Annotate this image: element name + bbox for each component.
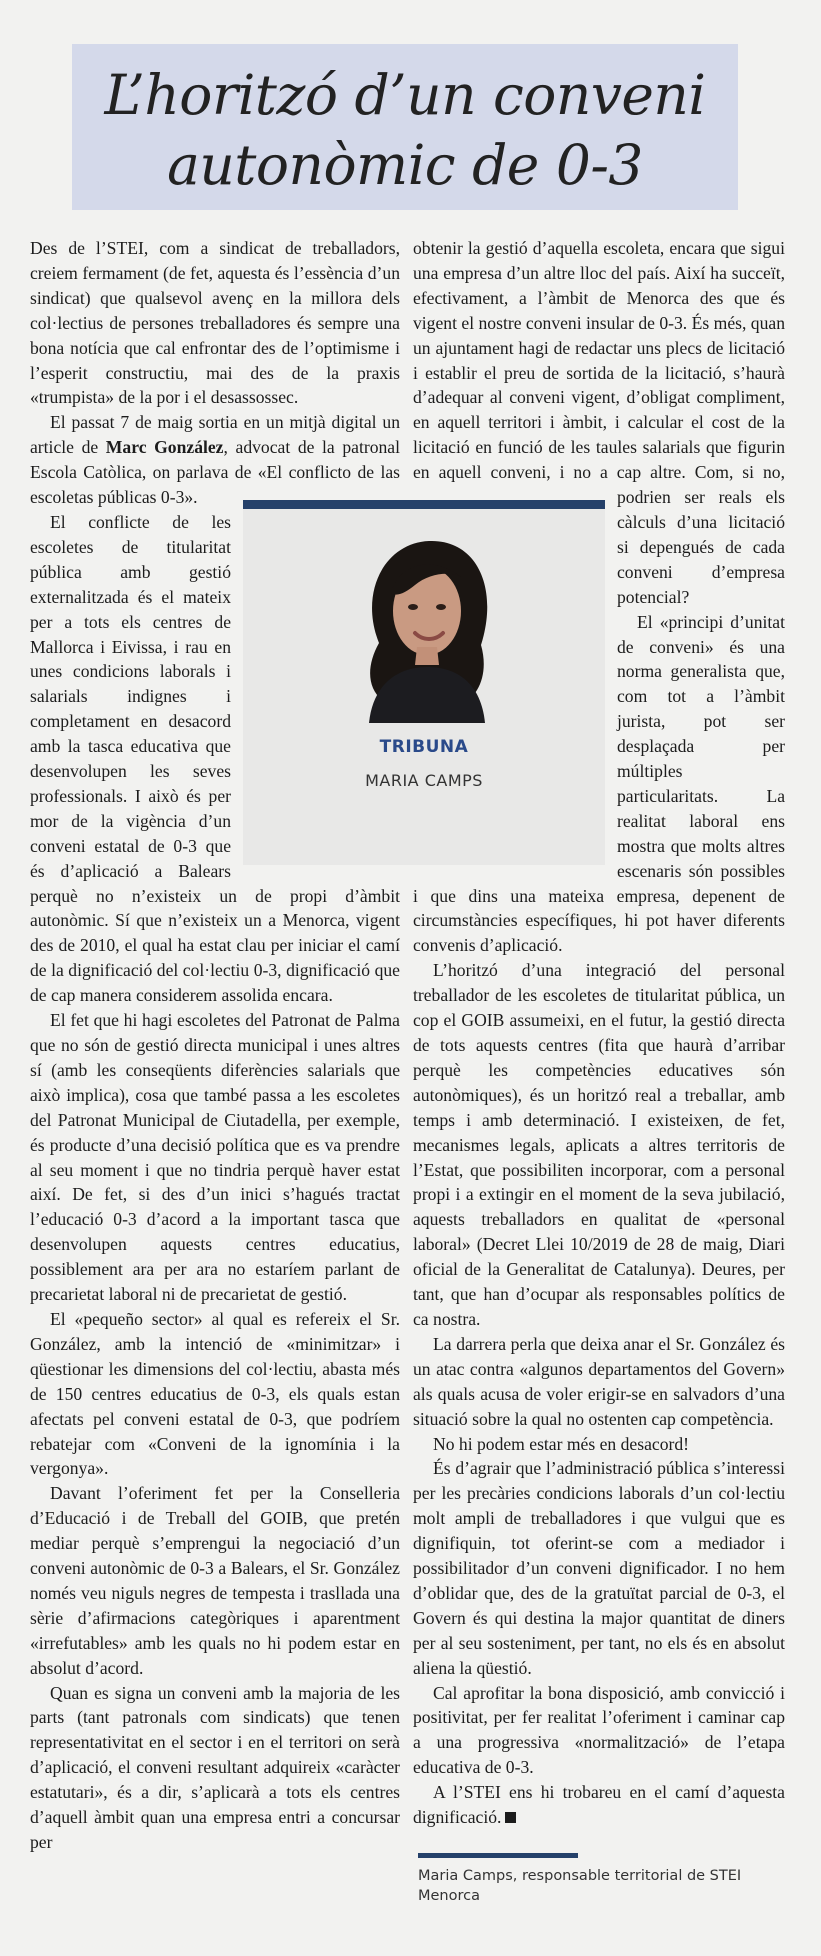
article-column-right [413, 236, 785, 1830]
paragraph-11: No hi podem estar més en desacord! [433, 1433, 690, 1454]
paragraph-2-text-b: , advocat de la patronal Escola Catòlica, on parlava de «El conflicto de las escoletas públicas 0-3». [30, 437, 401, 508]
paragraph-10: La darrera perla que deixa anar el Sr. González és un atac contra «algunos departamentos del Govern» als quals acusa de voler erigir-se en salvadors d’una situació sobre la qual no ostenten cap competència. [413, 1333, 785, 1429]
paragraph-13: Cal aprofitar la bona disposició, amb convicció i positivitat, per fer realitat l’oferiment i caminar cap a una progressiva «normalització» de l’etapa educativa de 0-3. [413, 1682, 785, 1778]
paragraph-1: Des de l’STEI, com a sindicat de treballadors, creiem fermament (de fet, aquesta és l’essència d’un sindicat) que qualsevol avenç en la millora dels col·lectius de persones treballadores és sempre una bona notícia que cal enfrontar des de l’optimisme i l’esperit constructiu, mai des de la praxis «trumpista» de la por i el desassossec. [30, 238, 400, 408]
author-photo [339, 533, 509, 723]
paragraph-6: Davant l’oferiment fet per la Conselleria d’Educació i de Treball del GOIB, que pretén mediar perquè s’emprengui la negociació d’un conveni autonòmic de 0-3 a Balears, el Sr. González només veu niguls negres de tempesta i trasllada una sèrie d’afirmacions categòriques i aparentment «irrefutables» amb les quals no hi podem estar en absolut d’acord. [30, 1483, 400, 1678]
paragraph-7-part-1: Quan es signa un conveni amb la majoria de les parts (tant patronals com sindicats) que tenen representativitat en el sector i en el territori on serà d’aplicació, el conveni resultant adquireix «caràcter estatutari», és a dir, s’aplicarà a tots els centres d’aquell àmbit quan una empresa entri a concursar per [30, 1682, 400, 1852]
paragraph-12: És d’agrair que l’administració pública s’interessi per les precàries condicions laborals d’un col·lectiu molt ampli de treballadores i que vulgui que es dignifiquin, tot oferint-se com a mediador i possibilitador d’un conveni dignificador. I no hem d’oblidar que, des de la gratuïtat parcial de 0-3, el Govern és qui destina la major quantitat de diners per al seu sosteniment, per tant, no els és en absolut aliena la qüestió. [413, 1458, 785, 1678]
footer-divider [418, 1853, 578, 1858]
headline-box [72, 44, 738, 210]
article-column-left [30, 236, 400, 1855]
section-label: TRIBUNA [379, 737, 469, 757]
paragraph-14-text: A l’STEI ens hi trobareu en el camí d’aquesta dignificació. [413, 1782, 785, 1828]
end-of-article-mark [505, 1812, 516, 1823]
paragraph-2-text-a: El passat 7 de maig sortia en un mitjà digital un article de [30, 412, 400, 458]
headline [72, 44, 738, 200]
paragraph-9: L’horitzó d’una integració del personal treballador de les escoletes de titularitat pública, un cop el GOIB assumeixi, en el futur, la gestió directa de tots aquests centres (fita que haurà d’arribar perquè les competències educatives són autonòmiques), és un horitzó real a treballar, amb temps i amb determinació. I existeixen, de fet, mecanismes legals, aplicats a altres territoris de l’Estat, que possibiliten incorporar, com a personal propi i a extingir en el moment de la seva jubilació, aquests treballadors en qualitat de «personal laboral» (Decret Llei 10/2019 de 28 de maig, Diari oficial de la Generalitat de Catalunya). Deures, per tant, que han d’ocupar als responsables polítics de ca nostra. [413, 960, 785, 1329]
headline-line-1: L’horitzó d’un conveni [104, 63, 706, 127]
paragraph-3: El conflicte de les escoletes de titularitat pública amb gestió externalitzada és el mateix per a tots els centres de Mallorca i Eivissa, i rau en unes condicions laborals i salarials indignes i completament en desacord amb la tasca educativa que desenvolupen les seves professionals. I això és per mor de la vigència d’un conveni estatal de 0-3 que és d’aplicació a Balears perquè no n’existeix un de propi d’àmbit autonòmic. Sí que n’existeix un a Menorca, vigent des de 2010, el qual ha estat clau per iniciar el camí de la dignificació del col·lectiu 0-3, dignificació que de cap manera considerem assolida encara. [30, 511, 400, 1006]
paragraph-7-part-2: obtenir la gestió d’aquella escoleta, encara que sigui una empresa d’un altre lloc del país. Així ha succeït, efectivament, a l’àmbit de Menorca des que és vigent el nostre conveni insular de 0-3. És més, quan un ajuntament hagi de redactar uns plecs de licitació i establir el preu de sortida de la licitació, s’haurà d’adequar al conveni vigent, d’obligat compliment, en aquell territori i àmbit, i calcular el cost de la licitació en funció de les taules salarials que figurin en aquell conveni, i no a cap altre. Com, si no, podrien ser reals els càlculs d’una licitació si depengués de cada conveni d’empresa potencial? [413, 238, 785, 607]
paragraph-4: El fet que hi hagi escoletes del Patronat de Palma que no són de gestió directa municipal i unes altres sí (amb les conseqüents diferències salarials que això implica), cosa que també passa a les escoletes del Patronat Municipal de Ciutadella, per exemple, és producte d’una decisió política que es va prendre al seu moment i que no tindria perquè haver estat així. De fet, si des d’un inici s’hagués tractat l’educació 0-3 d’acord a la important tasca que desenvolupen aquests centres educatius, possiblement ara per ara no estaríem parlant de precarietat laboral ni de precarietat de gestió. [30, 1010, 400, 1305]
author-mention-marc-gonzalez: Marc González [105, 437, 224, 458]
paragraph-14 [413, 1780, 785, 1830]
author-name: MARIA CAMPS [365, 771, 483, 790]
author-box [243, 500, 605, 865]
paragraph-5: El «pequeño sector» al qual es refereix el Sr. González, amb la intenció de «minimitzar» i qüestionar les dimensions del col·lectiu, abasta més de 150 centres educatius de 0-3, els quals estan afectats pel conveni estatal de 0-3, que podríem rebatejar com «Conveni de la ignomínia i la vergonya». [30, 1308, 400, 1479]
author-footnote: Maria Camps, responsable territorial de STEI Menorca [418, 1868, 742, 1904]
headline-line-2: autonòmic de 0-3 [167, 133, 643, 197]
paragraph-8: El «principi d’unitat de conveni» és una norma generalista que, com tot a l’àmbit jurista, pot ser desplaçada per múltiples particularitats. La realitat laboral ens mostra que molts altres escenaris són possibles i que dins una mateixa empresa, depenent de circumstàncies específiques, hi pot haver diferents convenis d’aplicació. [413, 611, 785, 956]
